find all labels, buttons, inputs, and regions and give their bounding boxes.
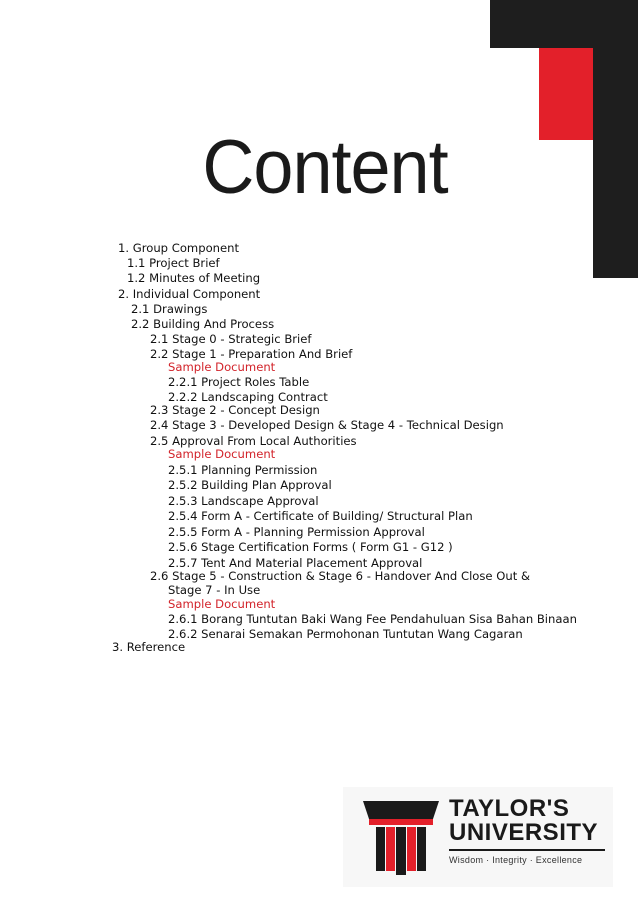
toc-entry: 3. Reference [112, 640, 186, 654]
toc-entry: Stage 7 - In Use [168, 583, 261, 597]
toc-entry: 2.5.2 Building Plan Approval [168, 478, 332, 492]
toc-entry: 2.1 Drawings [131, 302, 208, 316]
toc-entry: 2.6.2 Senarai Semakan Permohonan Tuntutan Wang Cagaran [168, 627, 523, 641]
toc-entry: 2.1 Stage 0 - Strategic Brief [150, 332, 312, 346]
toc-entry: 1. Group Component [118, 241, 240, 255]
university-crest-icon [363, 797, 439, 877]
toc-entry: 1.1 Project Brief [127, 256, 220, 270]
toc-entry: 2.4 Stage 3 - Developed Design & Stage 4 - Technical Design [150, 418, 504, 432]
toc-entry: 2.2.1 Project Roles Table [168, 375, 310, 389]
toc-entry: 2.5.5 Form A - Planning Permission Approval [168, 525, 425, 539]
logo-name-line2: UNIVERSITY [449, 819, 599, 846]
sample-document-label: Sample Document [168, 447, 276, 461]
toc-entry: 2.5.4 Form A - Certificate of Building/ Structural Plan [168, 509, 473, 523]
decorative-black-bar-top [490, 0, 638, 48]
toc-entry: 1.2 Minutes of Meeting [127, 271, 261, 285]
logo-wordmark [449, 797, 605, 865]
toc-entry: 2.6.1 Borang Tuntutan Baki Wang Fee Pendahuluan Sisa Bahan Binaan [168, 612, 577, 626]
toc-entry: 2.5 Approval From Local Authorities [150, 434, 357, 448]
toc-entry: 2.5.7 Tent And Material Placement Approval [168, 556, 423, 570]
toc-entry: 2. Individual Component [118, 287, 261, 301]
sample-document-label: Sample Document [168, 360, 276, 374]
toc-entry: 2.6 Stage 5 - Construction & Stage 6 - Handover And Close Out & [150, 569, 530, 583]
toc-entry: 2.2 Stage 1 - Preparation And Brief [150, 347, 353, 361]
university-logo [343, 787, 613, 887]
toc-entry: 2.5.3 Landscape Approval [168, 494, 319, 508]
toc-entry: 2.5.1 Planning Permission [168, 463, 318, 477]
logo-divider [449, 849, 605, 851]
toc-entry: 2.2 Building And Process [131, 317, 275, 331]
toc-entry: 2.5.6 Stage Certification Forms ( Form G1 - G12 ) [168, 540, 453, 554]
page-title: Content [202, 125, 448, 210]
logo-name-line1: TAYLOR'S [449, 795, 570, 822]
logo-tagline: Wisdom · Integrity · Excellence [449, 855, 583, 865]
toc-entry: 2.2.2 Landscaping Contract [168, 390, 328, 404]
toc-entry: 2.3 Stage 2 - Concept Design [150, 403, 320, 417]
sample-document-label: Sample Document [168, 597, 276, 611]
